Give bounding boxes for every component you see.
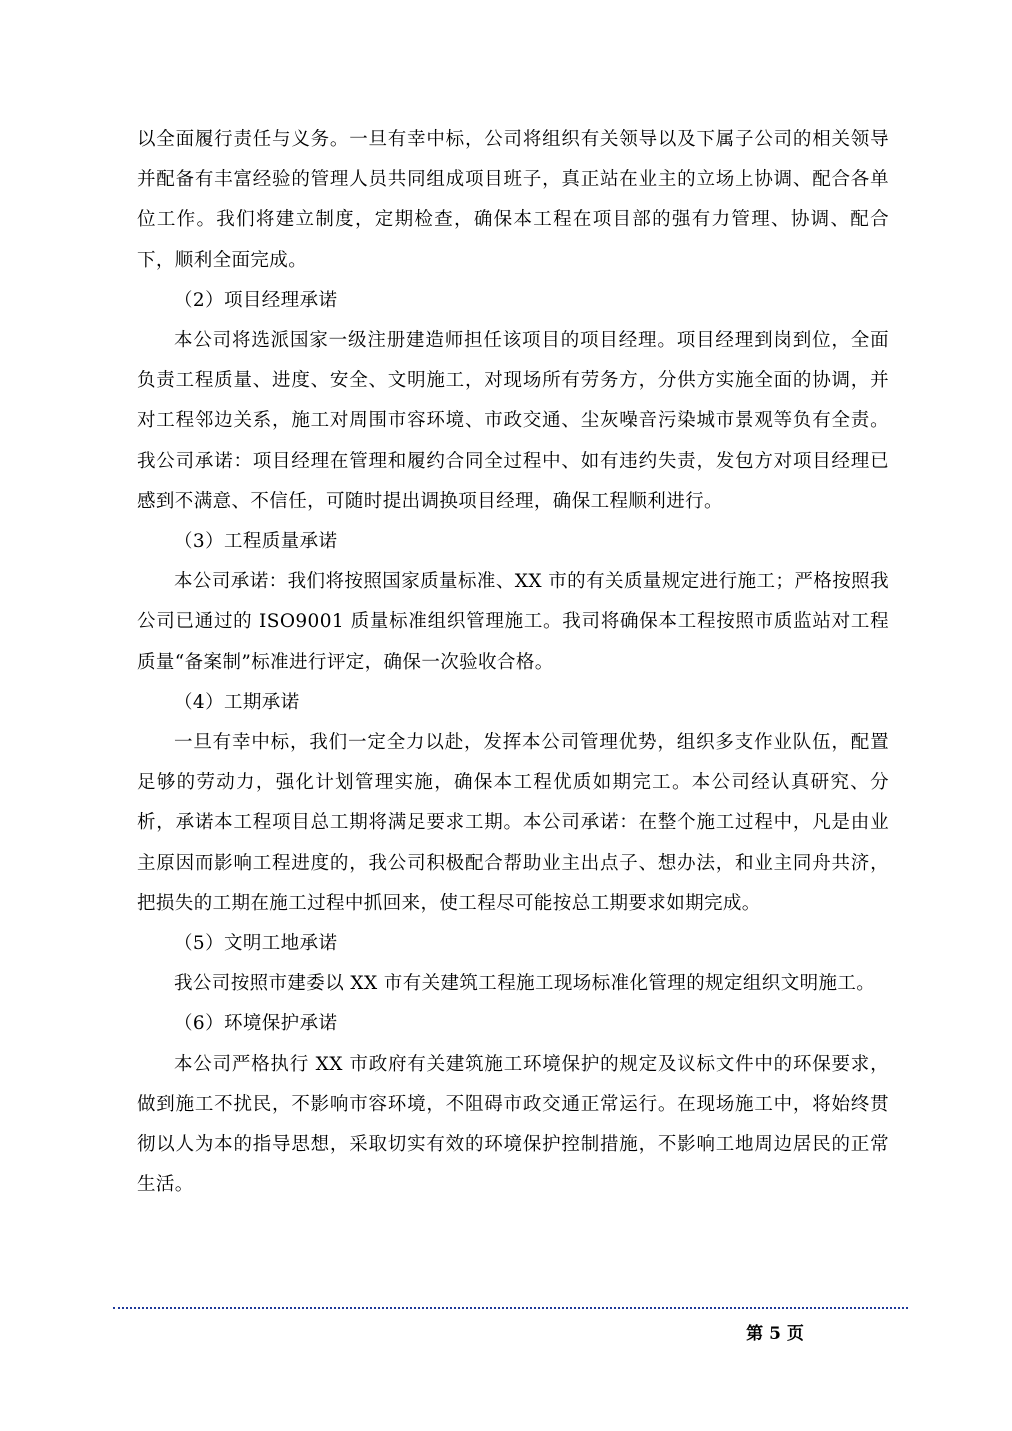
paragraph-environment: 本公司严格执行 XX 市政府有关建筑施工环境保护的规定及议标文件中的环保要求，做到施工不扰民，不影响市容环境，不阻碍市政交通正常运行。在现场施工中，将始终贯彻以人为本的指导思想，采取切实有效的环境保护控制措施，不影响工地周边居民的正常生活。 — [137, 1053, 889, 1196]
section-heading-quality: （3）工程质量承诺 — [174, 531, 338, 553]
section-heading-civilized-site: （5）文明工地承诺 — [174, 933, 338, 955]
footer-divider — [113, 1307, 908, 1309]
section-heading-project-manager: （2）项目经理承诺 — [174, 289, 338, 311]
paragraph-continuation: 以全面履行责任与义务。一旦有幸中标，公司将组织有关领导以及下属子公司的相关领导并配备有丰富经验的管理人员共同组成项目班子，真正站在业主的立场上协调、配合各单位工作。我们将建立制度，定期检查，确保本工程在项目部的强有力管理、协调、配合下，顺利全面完成。 — [137, 129, 889, 271]
paragraph-project-manager: 本公司将选派国家一级注册建造师担任该项目的项目经理。项目经理到岗到位，全面负责工程质量、进度、安全、文明施工，对现场所有劳务方，分供方实施全面的协调，并对工程邻边关系，施工对周围市容环境、市政交通、尘灰噪音污染城市景观等负有全责。我公司承诺：项目经理在管理和履约合同全过程中、如有违约失责，发包方对项目经理已感到不满意、不信任，可随时提出调换项目经理，确保工程顺利进行。 — [137, 330, 889, 512]
section-heading-schedule: （4）工期承诺 — [174, 691, 300, 713]
paragraph-quality: 本公司承诺：我们将按照国家质量标准、XX 市的有关质量规定进行施工；严格按照我公司已通过的 ISO9001 质量标准组织管理施工。我司将确保本工程按照市质监站对工程质量“备案制”标准进行评定，确保一次验收合格。 — [137, 571, 889, 673]
page-number: 第 5 页 — [746, 1324, 804, 1344]
section-heading-environment: （6）环境保护承诺 — [174, 1013, 338, 1035]
paragraph-civilized-site: 我公司按照市建委以 XX 市有关建筑工程施工现场标准化管理的规定组织文明施工。 — [174, 973, 876, 995]
paragraph-schedule: 一旦有幸中标，我们一定全力以赴，发挥本公司管理优势，组织多支作业队伍，配置足够的劳动力，强化计划管理实施，确保本工程优质如期完工。本公司经认真研究、分析，承诺本工程项目总工期将满足要求工期。本公司承诺：在整个施工过程中，凡是由业主原因而影响工程进度的，我公司积极配合帮助业主出点子、想办法，和业主同舟共济，把损失的工期在施工过程中抓回来，使工程尽可能按总工期要求如期完成。 — [137, 732, 889, 914]
document-body — [137, 120, 889, 1205]
